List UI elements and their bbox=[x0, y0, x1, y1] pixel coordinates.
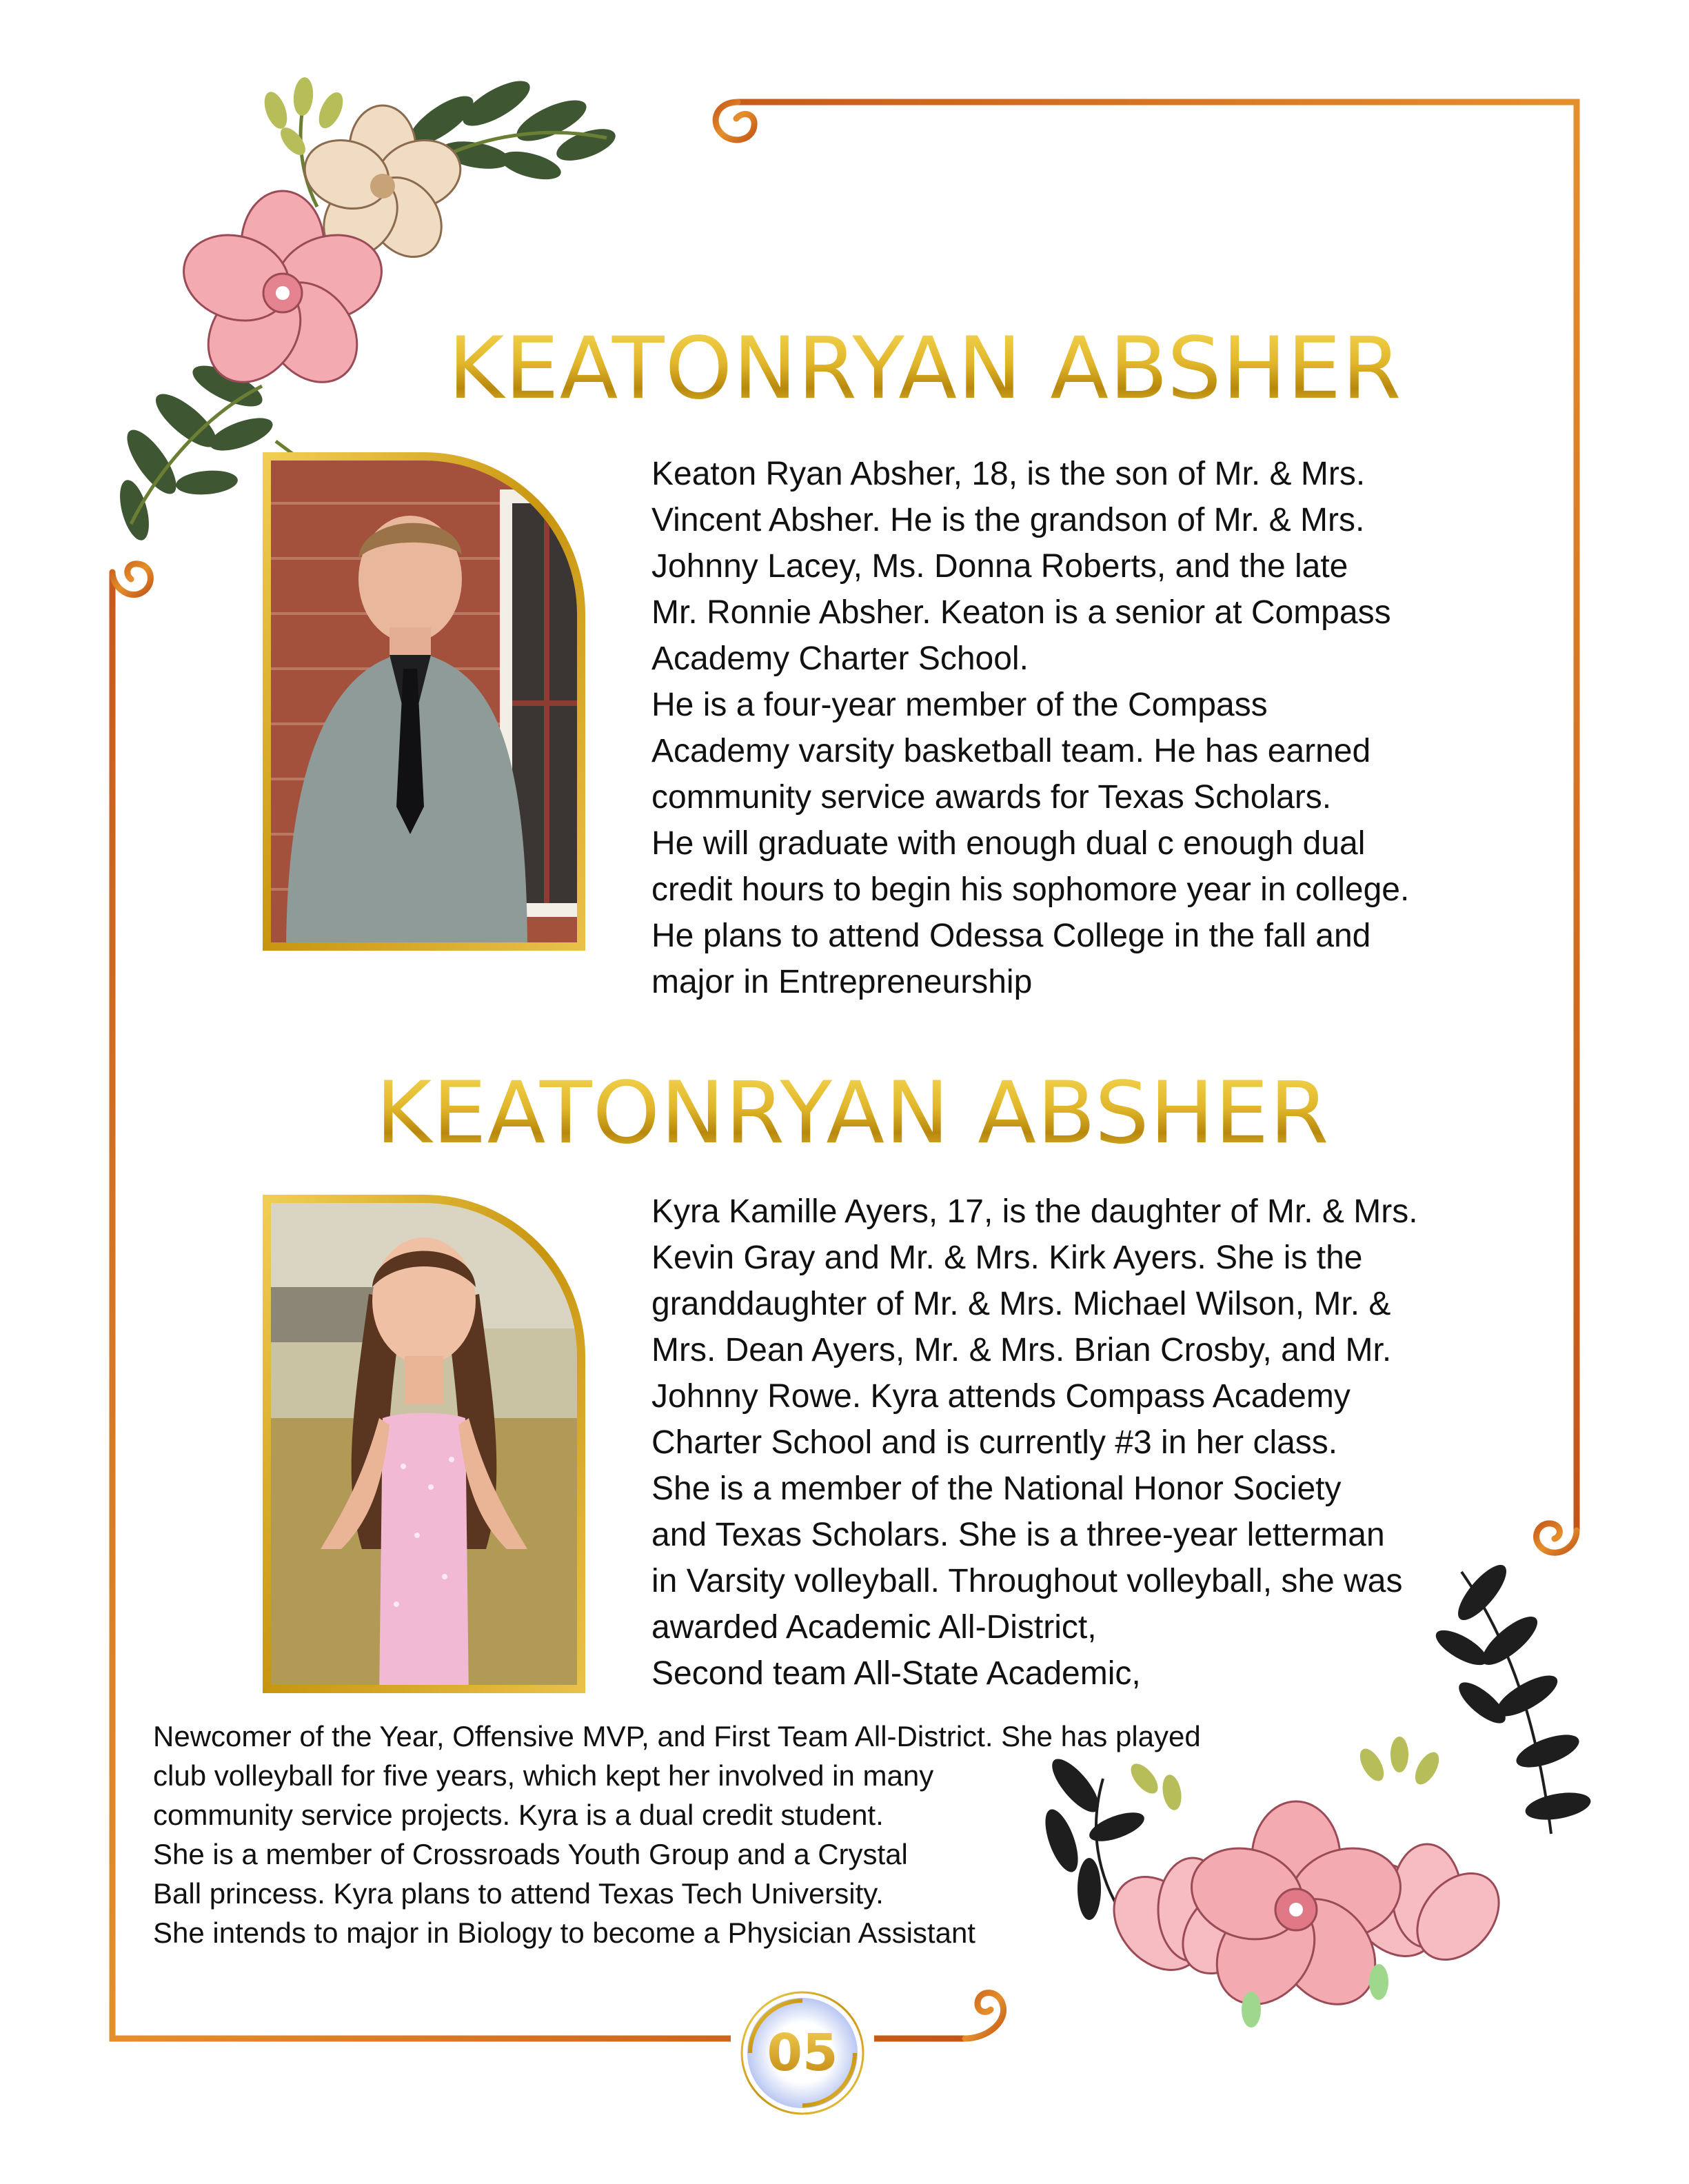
bio-line: She intends to major in Biology to become a Physician Assistant bbox=[153, 1917, 975, 1949]
bio-line: Academy varsity basketball team. He has earned bbox=[651, 733, 1371, 769]
bio-line: Second team All-State Academic, bbox=[651, 1655, 1141, 1692]
bio-line: in Varsity volleyball. Throughout volleyball, she was bbox=[651, 1563, 1403, 1599]
bio-line: Kevin Gray and Mr. & Mrs. Kirk Ayers. She is the bbox=[651, 1240, 1363, 1276]
bio-line: community service awards for Texas Scholars. bbox=[651, 779, 1332, 816]
bio-line: community service projects. Kyra is a dual credit student. bbox=[153, 1799, 884, 1831]
bio-line: Johnny Rowe. Kyra attends Compass Academy bbox=[651, 1378, 1351, 1415]
bio-line: Mr. Ronnie Absher. Keaton is a senior at Compass bbox=[651, 594, 1391, 631]
student-bio-kyra-continued bbox=[153, 1717, 1201, 1952]
bio-line: Ball princess. Kyra plans to attend Texas Tech University. bbox=[153, 1877, 884, 1910]
bio-line: Newcomer of the Year, Offensive MVP, and First Team All-District. She has played bbox=[153, 1720, 1201, 1752]
bio-line: He will graduate with enough dual c enough dual bbox=[651, 825, 1366, 862]
bio-line: He is a four-year member of the Compass bbox=[651, 687, 1268, 723]
page-number-badge bbox=[736, 1987, 869, 2119]
student-name-heading-1: KEATONRYAN ABSHER bbox=[448, 319, 1402, 418]
bio-line: Academy Charter School. bbox=[651, 640, 1029, 677]
page-number: 05 bbox=[767, 2023, 838, 2083]
bio-line: club volleyball for five years, which kept her involved in many bbox=[153, 1759, 934, 1792]
bio-line: Johnny Lacey, Ms. Donna Roberts, and the late bbox=[651, 548, 1348, 585]
bio-line: He plans to attend Odessa College in the fall and bbox=[651, 918, 1371, 954]
student-photo-keaton bbox=[259, 448, 589, 955]
student-bio-keaton bbox=[651, 451, 1409, 1005]
student-photo-kyra bbox=[259, 1191, 589, 1697]
bio-line: Charter School and is currently #3 in her class. bbox=[651, 1424, 1338, 1461]
bio-line: Mrs. Dean Ayers, Mr. & Mrs. Brian Crosby, and Mr. bbox=[651, 1332, 1392, 1368]
bio-line: credit hours to begin his sophomore year in college. bbox=[651, 871, 1410, 908]
bio-line: She is a member of the National Honor Society bbox=[651, 1470, 1342, 1507]
student-name-heading-2: KEATONRYAN ABSHER bbox=[376, 1064, 1330, 1163]
bio-line: major in Entrepreneurship bbox=[651, 964, 1033, 1000]
bio-line: She is a member of Crossroads Youth Group and a Crystal bbox=[153, 1838, 908, 1870]
bio-line: granddaughter of Mr. & Mrs. Michael Wilson, Mr. & bbox=[651, 1286, 1391, 1322]
student-bio-kyra bbox=[651, 1189, 1418, 1697]
bio-line: and Texas Scholars. She is a three-year letterman bbox=[651, 1517, 1385, 1553]
bio-line: Keaton Ryan Absher, 18, is the son of Mr. & Mrs. bbox=[651, 456, 1366, 492]
bio-line: Kyra Kamille Ayers, 17, is the daughter of Mr. & Mrs. bbox=[651, 1193, 1418, 1230]
bio-line: awarded Academic All-District, bbox=[651, 1609, 1097, 1646]
bio-line: Vincent Absher. He is the grandson of Mr. & Mrs. bbox=[651, 502, 1365, 538]
